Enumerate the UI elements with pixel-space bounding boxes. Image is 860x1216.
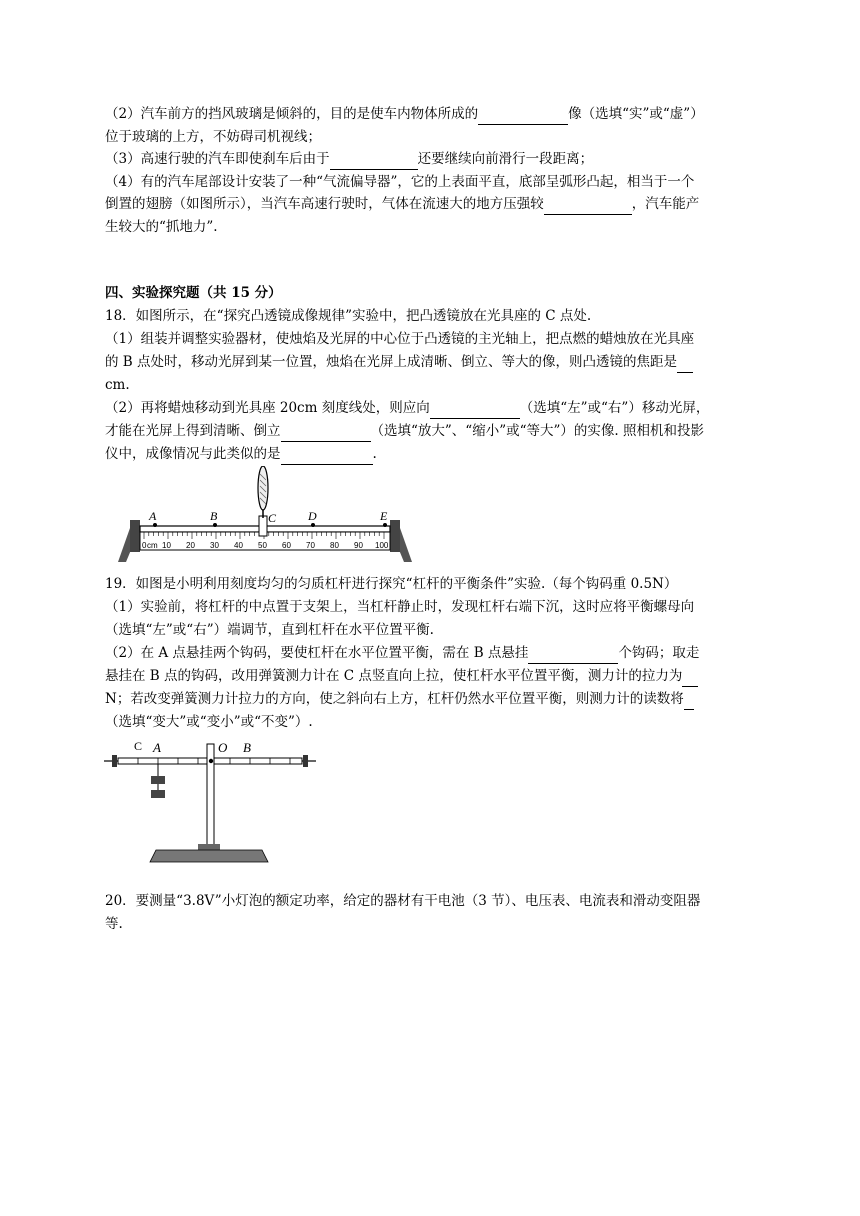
answer-blank[interactable] [528, 647, 618, 664]
section-title: 四、实验探究题（共 15 分） [105, 285, 282, 301]
point-b-marker [213, 523, 217, 527]
point-label-c: C [268, 511, 277, 525]
q17-part4-line2: 倒置的翅膀（如图所示），当汽车高速行驶时，气体在流速大的地方压强较 ，汽车能产 [105, 193, 765, 215]
bench-right-end [390, 520, 400, 552]
point-a-marker [153, 523, 157, 527]
answer-blank[interactable] [281, 425, 371, 442]
q17-part3: （3）高速行驶的汽车即使刹车后由于 还要继续向前滑行一段距离； [105, 148, 765, 170]
answer-blank[interactable] [684, 693, 694, 710]
answer-blank[interactable] [330, 153, 418, 170]
q18-stem: 18．如图所示，在“探究凸透镜成像规律”实验中，把凸透镜放在光具座的 C 点处. [105, 308, 592, 324]
q18-part1-line3: cm. [105, 377, 130, 393]
convex-lens-icon [258, 466, 268, 510]
q18-part1-line2: 的 B 点处时，移动光屏到某一位置，烛焰在光屏上成清晰、倒立、等大的像，则凸透镜的焦距是 [105, 351, 765, 373]
q17-part4-line1: （4）有的汽车尾部设计安装了一种“气流偏导器”，它的上表面平直，底部呈弧形凸起，相当于一个 [105, 174, 695, 190]
q18-part2-line2: 才能在光屏上得到清晰、倒立 （选填“放大”、“缩小”或“等大”）的实像. 照相机和投影 [105, 420, 765, 442]
lever-base [150, 850, 268, 862]
tick-label: 40 [234, 541, 243, 550]
tick-label: 50 [258, 541, 267, 550]
lever-label-a: A [153, 740, 161, 755]
q17-part4-line3: 生较大的“抓地力”. [105, 219, 218, 235]
balance-nut-right-icon [303, 755, 308, 767]
point-label-b: B [210, 509, 218, 523]
lens-holder [259, 516, 267, 536]
point-label-d: D [308, 509, 317, 523]
lever-figure [100, 736, 325, 868]
balance-nut-left-icon [112, 755, 117, 767]
q19-part2-line1: （2）在 A 点悬挂两个钩码，要使杠杆在水平位置平衡，需在 B 点悬挂 个钩码；取走 [105, 642, 765, 664]
q19-part1-line1: （1）实验前，将杠杆的中点置于支架上，当杠杆静止时，发现杠杆右端下沉，这时应将平衡螺母向 [105, 599, 695, 615]
weight-icon [151, 776, 165, 784]
point-d-marker [311, 523, 315, 527]
answer-blank[interactable] [281, 448, 373, 465]
fulcrum-marker [209, 759, 213, 763]
tick-label: 20 [186, 541, 195, 550]
tick-label: 90 [354, 541, 363, 550]
point-label-e: E [380, 509, 388, 523]
answer-blank[interactable] [430, 402, 520, 419]
bench-left-end [130, 520, 140, 552]
q17-part2-line2: 位于玻璃的上方，不妨碍司机视线； [105, 129, 321, 145]
point-e-marker [383, 523, 387, 527]
point-label-a: A [149, 509, 157, 523]
tick-label: 10 [162, 541, 171, 550]
q18-part2-line3: 仪中，成像情况与此类似的是 . [105, 443, 765, 465]
answer-blank[interactable] [544, 198, 632, 215]
answer-blank[interactable] [478, 108, 568, 125]
tick-label: 30 [210, 541, 219, 550]
answer-blank[interactable] [677, 356, 693, 373]
tick-label: 0 [142, 541, 147, 550]
lever-label-c: C [134, 739, 143, 753]
q20-line1: 20．要测量“3.8V”小灯泡的额定功率，给定的器材有干电池（3 节）、电压表、电流表和滑动变阻器 [105, 893, 701, 909]
q17-part2-line1: （2）汽车前方的挡风玻璃是倾斜的，目的是使车内物体所成的 像（选填“实”或“虚”） [105, 103, 765, 125]
optical-bench-figure [118, 466, 413, 566]
q19-part2-line3: N；若改变弹簧测力计拉力的方向，使之斜向右上方，杠杆仍然水平位置平衡，则测力计的读数将 [105, 688, 765, 710]
tick-label: cm [147, 541, 158, 550]
q19-part2-line4: （选填“变大”或“变小”或“不变”）. [105, 714, 313, 730]
answer-blank[interactable] [682, 670, 698, 687]
lever-label-o: O [218, 740, 228, 755]
q20-line2: 等. [105, 916, 123, 932]
weight-icon [151, 790, 165, 798]
q19-part2-line2: 悬挂在 B 点的钩码，改用弹簧测力计在 C 点竖直向上拉，使杠杆水平位置平衡，测力计的拉力为 [105, 665, 765, 687]
support-collar [198, 844, 220, 850]
q19-stem: 19．如图是小明利用刻度均匀的匀质杠杆进行探究“杠杆的平衡条件”实验.（每个钩码重 0.5N） [105, 576, 678, 592]
tick-label: 80 [330, 541, 339, 550]
tick-label: 60 [282, 541, 291, 550]
q19-part1-line2: （选填“左”或“右”）端调节，直到杠杆在水平位置平衡. [105, 622, 434, 638]
q18-part1-line1: （1）组装并调整实验器材，使烛焰及光屏的中心位于凸透镜的主光轴上，把点燃的蜡烛放在光具座 [105, 331, 695, 347]
tick-label: 70 [306, 541, 315, 550]
lever-label-b: B [243, 740, 251, 755]
q18-part2-line1: （2）再将蜡烛移动到光具座 20cm 刻度线处，则应向 （选填“左”或“右”）移动光屏， [105, 397, 765, 419]
tick-label: 100 [375, 541, 389, 550]
